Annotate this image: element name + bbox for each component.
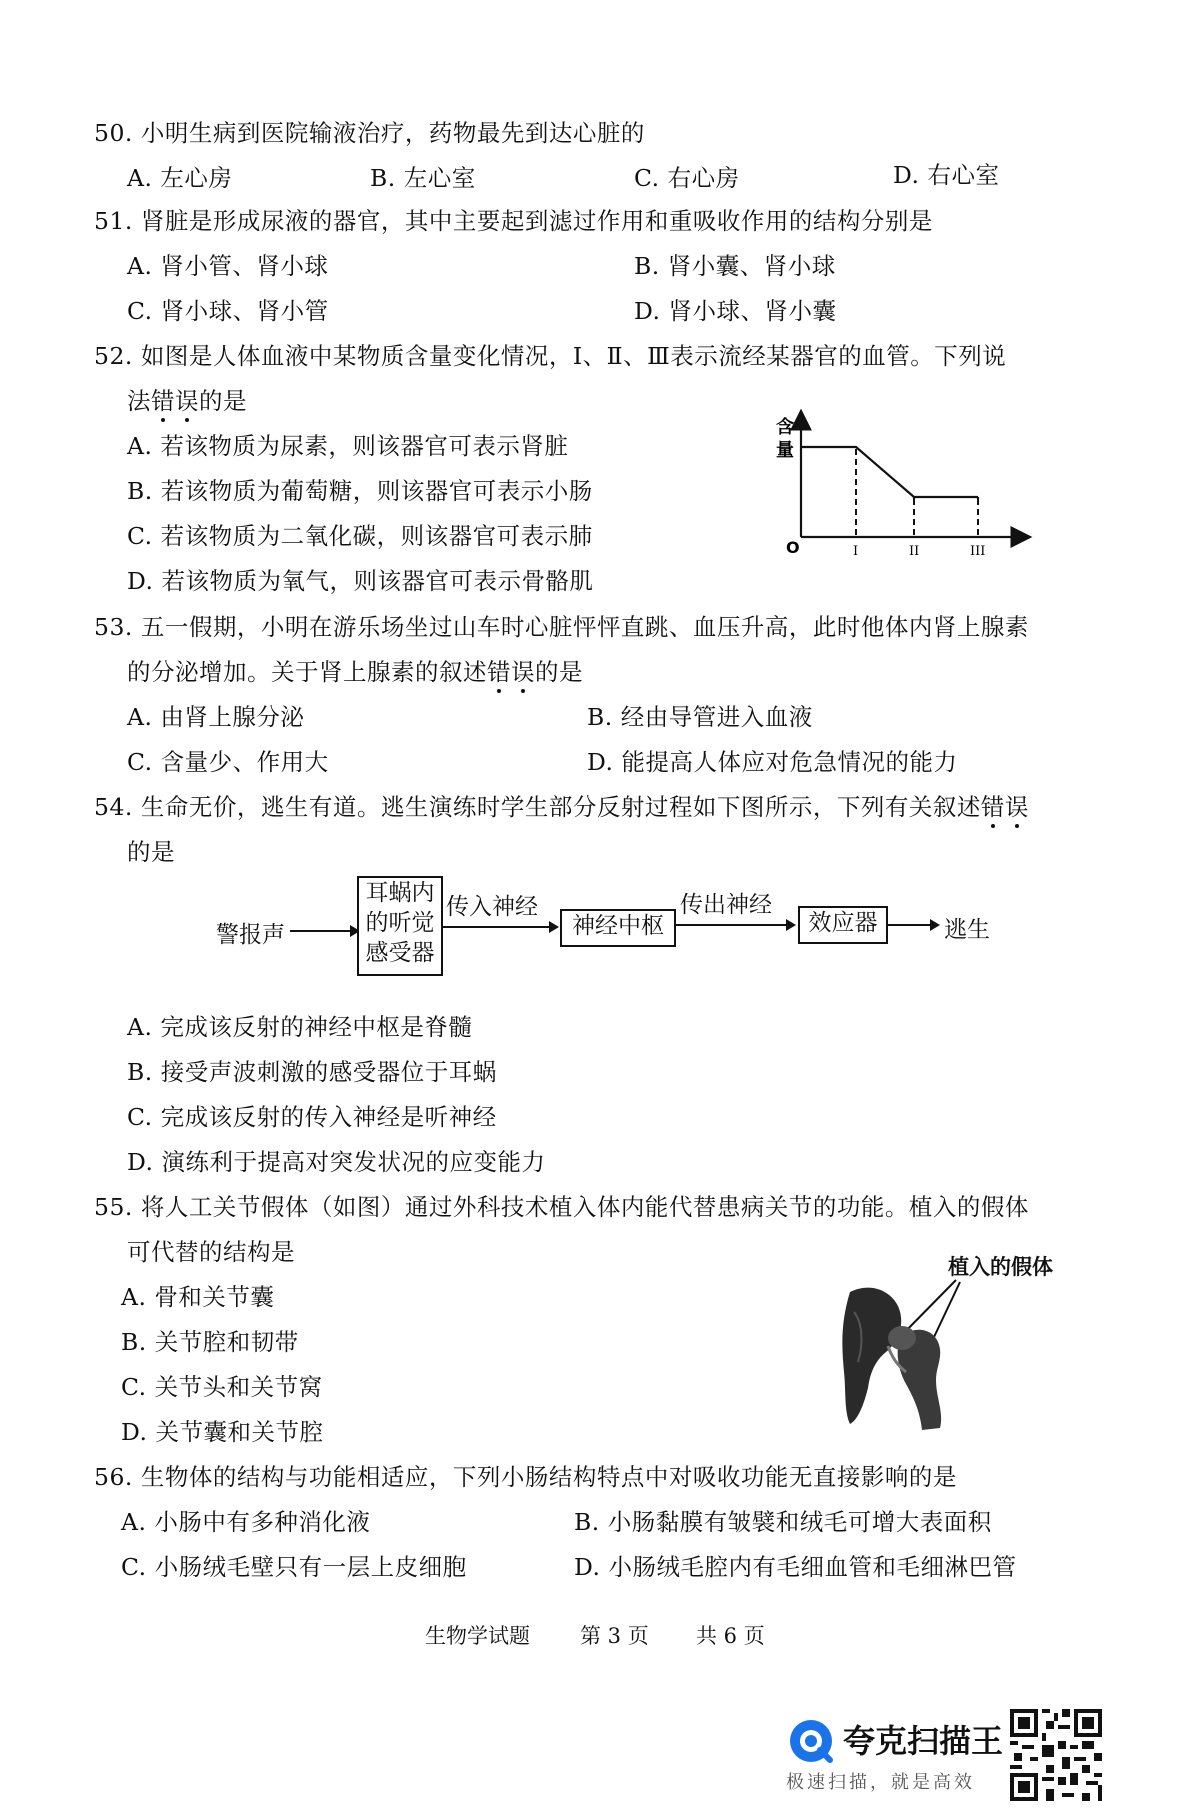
q52-content-graph	[760, 405, 1040, 570]
qr-code-icon	[1010, 1709, 1102, 1801]
q51-option-d: D. 肾小球、肾小囊	[634, 297, 837, 325]
q52-option-b: B. 若该物质为葡萄糖，则该器官可表示小肠	[127, 477, 593, 505]
content-curve	[801, 447, 978, 497]
q50-option-d: D. 右心室	[893, 161, 1000, 189]
x-tick-ii: II	[909, 544, 920, 559]
q54-option-d: D. 演练利于提高对突发状况的应变能力	[127, 1148, 546, 1176]
q50-stem: 50. 小明生病到医院输液治疗，药物最先到达心脏的	[94, 119, 645, 147]
q51-option-a: A. 肾小管、肾小球	[127, 252, 329, 280]
q54-option-a: A. 完成该反射的神经中枢是脊髓	[127, 1013, 473, 1041]
efferent-label: 传出神经	[680, 892, 772, 918]
q54-stem-line1: 54. 生命无价，逃生有道。逃生演练时学生部分反射过程如下图所示，下列有关叙述错误	[94, 793, 1029, 821]
q51-option-c: C. 肾小球、肾小管	[127, 297, 329, 325]
q55-stem-line2: 可代替的结构是	[127, 1238, 295, 1266]
q55-option-d: D. 关节囊和关节腔	[121, 1418, 324, 1446]
q55-stem-line1: 55. 将人工关节假体（如图）通过外科技术植入体内能代替患病关节的功能。植入的假体	[94, 1193, 1029, 1221]
q50-option-c: C. 右心房	[634, 164, 740, 192]
q56-option-a: A. 小肠中有多种消化液	[121, 1508, 371, 1536]
q54-option-c: C. 完成该反射的传入神经是听神经	[127, 1103, 497, 1131]
nerve-center-box: 神经中枢	[560, 909, 676, 947]
arrow-stimulus	[290, 930, 356, 932]
footer-page: 第 3 页	[580, 1624, 649, 1648]
q56-stem: 56. 生物体的结构与功能相适应，下列小肠结构特点中对吸收功能无直接影响的是	[94, 1463, 957, 1491]
q52-option-c: C. 若该物质为二氧化碳，则该器官可表示肺	[127, 522, 593, 550]
q53-option-d: D. 能提高人体应对危急情况的能力	[587, 748, 958, 776]
q50-option-b: B. 左心室	[370, 164, 476, 192]
afferent-label: 传入神经	[446, 894, 538, 920]
q53-stem-line1: 53. 五一假期，小明在游乐场坐过山车时心脏怦怦直跳、血压升高，此时他体内肾上腺素	[94, 613, 1029, 641]
brand-name: 夸克扫描王	[843, 1722, 1004, 1760]
footer-subject: 生物学试题	[425, 1624, 530, 1648]
y-label-1: 含	[776, 417, 794, 438]
q53-option-a: A. 由肾上腺分泌	[127, 703, 305, 731]
q53-option-b: B. 经由导管进入血液	[587, 703, 813, 731]
q52-stem-line2: 法错误的是	[127, 387, 247, 415]
y-label-2: 量	[776, 440, 794, 461]
q53-option-c: C. 含量少、作用大	[127, 748, 329, 776]
q56-option-d: D. 小肠绒毛腔内有毛细血管和毛细淋巴管	[574, 1553, 1017, 1581]
arrow-afferent	[441, 926, 553, 928]
q52-option-d: D. 若该物质为氧气，则该器官可表示骨骼肌	[127, 567, 594, 595]
q52-option-a: A. 若该物质为尿素，则该器官可表示肾脏	[127, 432, 569, 460]
effector-box: 效应器	[798, 906, 888, 944]
x-tick-i: I	[853, 544, 859, 559]
quark-logo-icon	[786, 1716, 836, 1766]
arrow-response	[886, 924, 934, 926]
q55-option-c: C. 关节头和关节窝	[121, 1373, 323, 1401]
prosthesis-label: 植入的假体	[948, 1255, 1053, 1279]
q55-option-a: A. 骨和关节囊	[121, 1283, 275, 1311]
footer-total: 共 6 页	[696, 1624, 765, 1648]
q53-stem-line2: 的分泌增加。关于肾上腺素的叙述错误的是	[127, 658, 583, 686]
q50-option-a: A. 左心房	[127, 164, 233, 192]
q51-stem: 51. 肾脏是形成尿液的器官，其中主要起到滤过作用和重吸收作用的结构分别是	[94, 207, 933, 235]
q52-stem-line1: 52. 如图是人体血液中某物质含量变化情况，Ⅰ、Ⅱ、Ⅲ表示流经某器官的血管。下列说	[94, 342, 1007, 370]
brand-slogan: 极速扫描，就是高效	[786, 1772, 975, 1793]
q54-option-b: B. 接受声波刺激的感受器位于耳蜗	[127, 1058, 497, 1086]
q51-option-b: B. 肾小囊、肾小球	[634, 252, 836, 280]
arrow-efferent	[674, 924, 790, 926]
q55-option-b: B. 关节腔和韧带	[121, 1328, 299, 1356]
x-tick-iii: III	[970, 544, 986, 559]
origin-label: O	[786, 538, 800, 557]
receptor-box: 耳蜗内 的听觉 感受器	[357, 876, 443, 976]
q56-option-b: B. 小肠黏膜有皱襞和绒毛可增大表面积	[574, 1508, 992, 1536]
stimulus-label: 警报声	[216, 922, 285, 948]
q54-stem-line2: 的是	[127, 838, 175, 866]
joint-prosthesis-image	[840, 1272, 970, 1432]
q56-option-c: C. 小肠绒毛壁只有一层上皮细胞	[121, 1553, 467, 1581]
response-label: 逃生	[944, 917, 990, 943]
